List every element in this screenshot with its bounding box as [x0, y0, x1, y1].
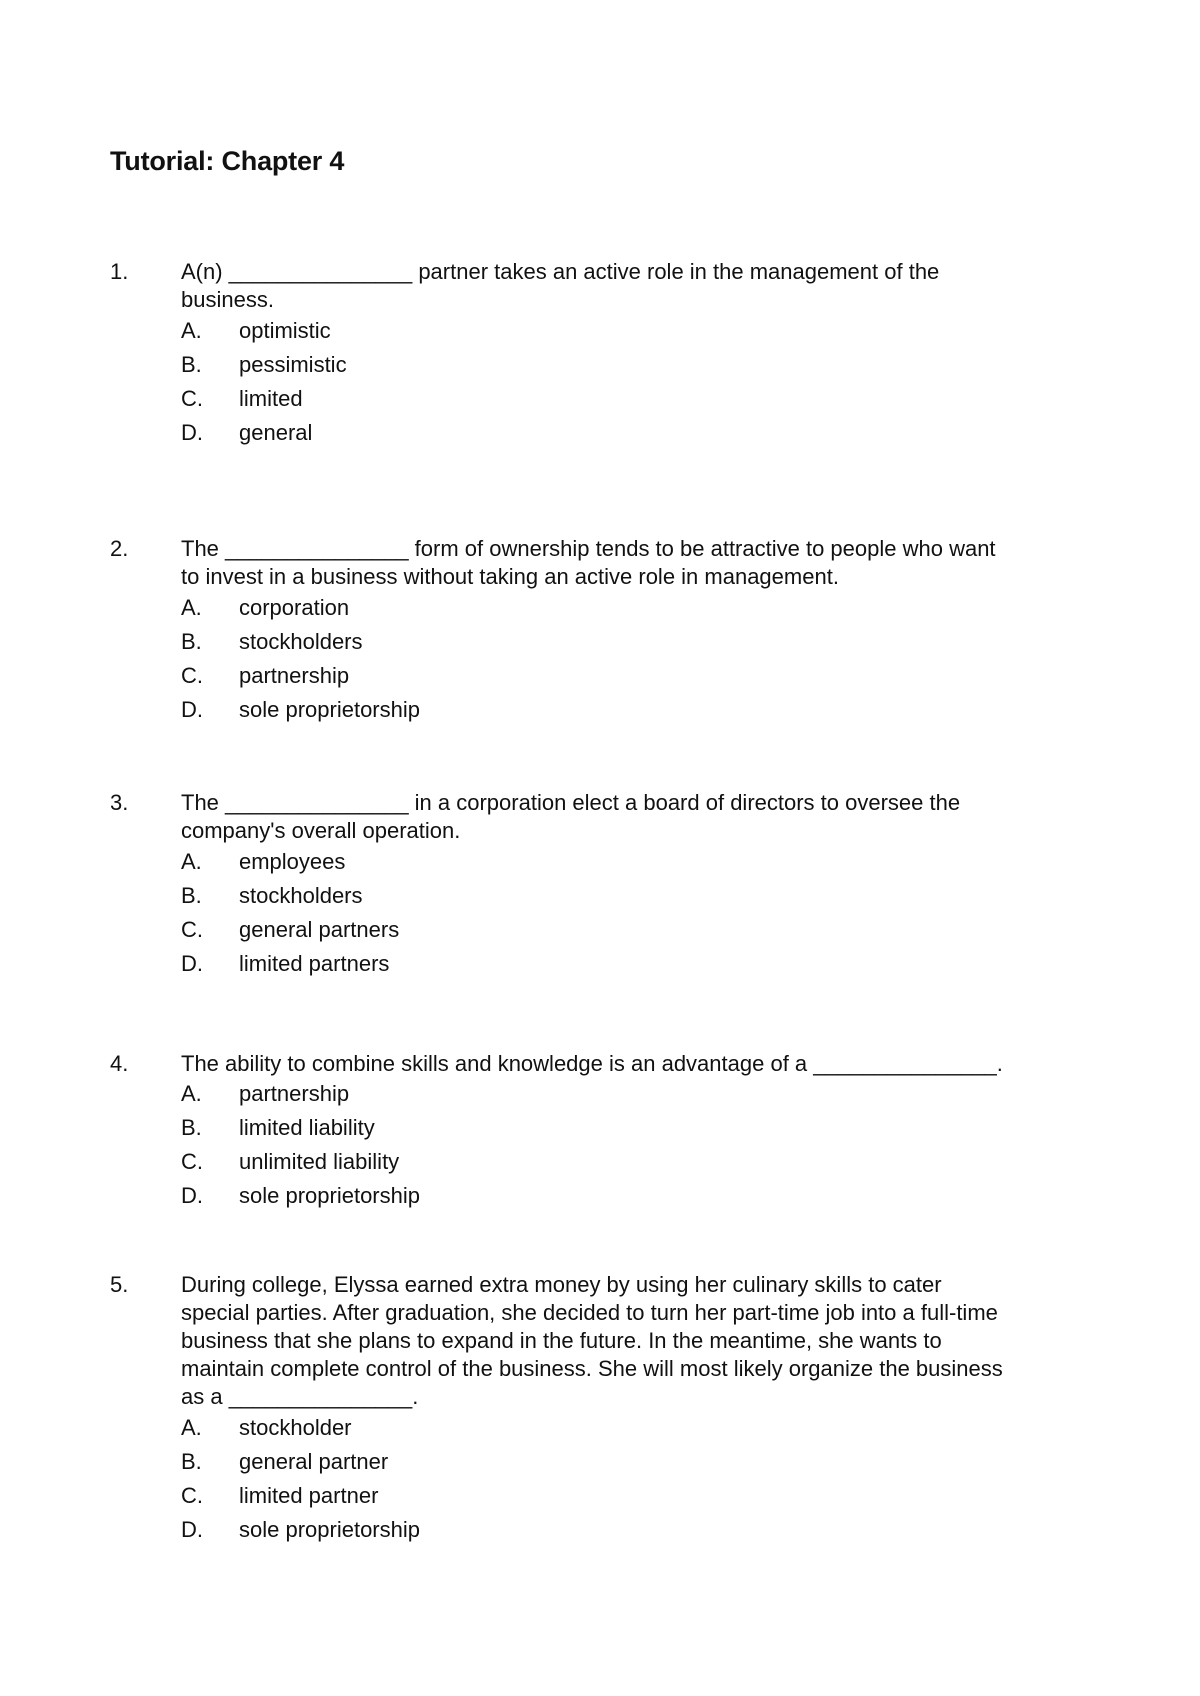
answer-option	[181, 348, 881, 382]
option-text: optimistic	[239, 318, 331, 343]
option-text: stockholder	[239, 1415, 352, 1440]
answer-option	[181, 1445, 881, 1479]
answer-option	[181, 416, 881, 450]
option-letter: C.	[181, 663, 203, 688]
answer-option	[181, 1077, 881, 1111]
answer-option	[181, 1479, 881, 1513]
option-letter: B.	[181, 629, 202, 654]
option-text: stockholders	[239, 629, 363, 654]
question-number: 5.	[110, 1272, 129, 1297]
question-number: 2.	[110, 536, 129, 561]
answer-options	[181, 1077, 881, 1213]
option-letter: C.	[181, 1483, 203, 1508]
option-letter: A.	[181, 318, 202, 343]
answer-option	[181, 1411, 881, 1445]
option-text: limited	[239, 386, 303, 411]
answer-option	[181, 1179, 881, 1213]
option-text: unlimited liability	[239, 1149, 400, 1174]
option-letter: A.	[181, 849, 202, 874]
option-letter: D.	[181, 697, 203, 722]
answer-option	[181, 382, 881, 416]
option-text: general partner	[239, 1449, 389, 1474]
option-letter: D.	[181, 420, 203, 445]
option-text: partnership	[239, 663, 350, 688]
option-letter: A.	[181, 595, 202, 620]
answer-option	[181, 1513, 881, 1547]
answer-options	[181, 314, 881, 450]
answer-option	[181, 879, 881, 913]
answer-option	[181, 1111, 881, 1145]
question-text: During college, Elyssa earned extra money by using her culinary skills to cater special parties. After graduation, she decided to turn her part-time job into a full-time business that she plans to expand in the future. In the meantime, she wants to maintain complete control of the business. She will most likely organize the business as a _______________.	[181, 1272, 1003, 1409]
option-letter: B.	[181, 352, 202, 377]
question-text: The ability to combine skills and knowledge is an advantage of a _______________.	[181, 1051, 1003, 1076]
option-letter: D.	[181, 1517, 203, 1542]
question-number: 3.	[110, 790, 129, 815]
option-text: pessimistic	[239, 352, 347, 377]
answer-option	[181, 625, 881, 659]
answer-option	[181, 314, 881, 348]
question-number: 1.	[110, 259, 129, 284]
answer-option	[181, 947, 881, 981]
answer-option	[181, 659, 881, 693]
option-text: sole proprietorship	[239, 1183, 420, 1208]
answer-option	[181, 591, 881, 625]
option-text: limited liability	[239, 1115, 375, 1140]
option-text: corporation	[239, 595, 350, 620]
answer-options	[181, 1411, 881, 1547]
answer-options	[181, 591, 881, 727]
option-text: stockholders	[239, 883, 363, 908]
option-letter: C.	[181, 386, 203, 411]
answer-options	[181, 845, 881, 981]
option-text: limited partners	[239, 951, 390, 976]
option-text: general partners	[239, 917, 400, 942]
answer-option	[181, 693, 881, 727]
option-text: partnership	[239, 1081, 350, 1106]
page-title: Tutorial: Chapter 4	[110, 146, 345, 176]
question-text: A(n) _______________ partner takes an active role in the management of the business.	[181, 259, 940, 312]
option-letter: C.	[181, 1149, 203, 1174]
option-letter: B.	[181, 1115, 202, 1140]
question-text: The _______________ form of ownership tends to be attractive to people who want to invest in a business without taking an active role in management.	[181, 536, 996, 589]
option-text: employees	[239, 849, 346, 874]
option-letter: B.	[181, 883, 202, 908]
option-text: sole proprietorship	[239, 1517, 420, 1542]
answer-option	[181, 913, 881, 947]
option-letter: B.	[181, 1449, 202, 1474]
option-text: limited partner	[239, 1483, 379, 1508]
question-text: The _______________ in a corporation elect a board of directors to oversee the company's overall operation.	[181, 790, 961, 843]
option-text: general	[239, 420, 313, 445]
option-text: sole proprietorship	[239, 697, 420, 722]
option-letter: D.	[181, 951, 203, 976]
option-letter: D.	[181, 1183, 203, 1208]
option-letter: A.	[181, 1415, 202, 1440]
answer-option	[181, 1145, 881, 1179]
option-letter: C.	[181, 917, 203, 942]
question-number: 4.	[110, 1051, 129, 1076]
option-letter: A.	[181, 1081, 202, 1106]
answer-option	[181, 845, 881, 879]
